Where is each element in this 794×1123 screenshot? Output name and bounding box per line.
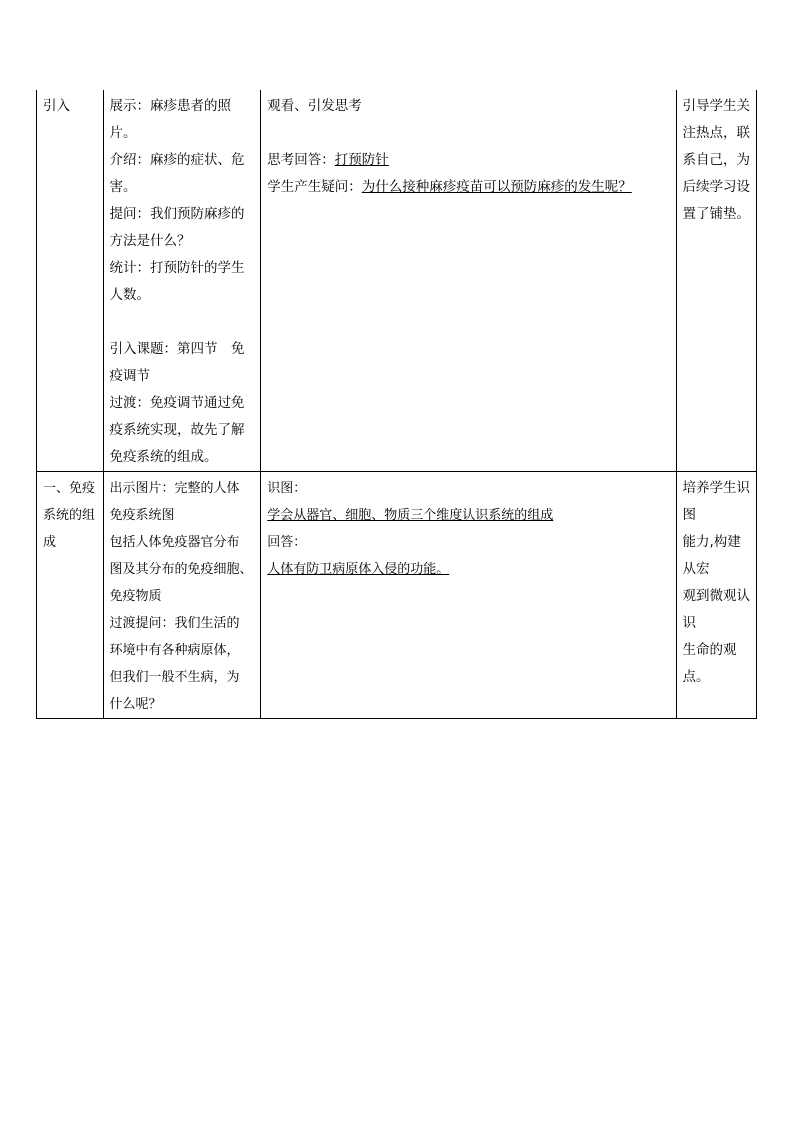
student-prefix: 学生产生疑问：: [267, 179, 362, 195]
section-label: 成: [43, 535, 57, 550]
section-label: 一、免疫: [43, 481, 96, 496]
student-line: 学会从器官、细胞、物质三个维度认识系统的组成: [267, 508, 554, 523]
table-row: [37, 472, 757, 719]
student-question: 为什么接种麻疹疫苗可以预防麻疹的发生呢？: [361, 179, 632, 195]
student-line: 识图：: [267, 481, 307, 496]
teacher-line: 图及其分布的免疫细胞、: [109, 562, 253, 577]
intent-line: 培养学生识图: [682, 480, 750, 523]
section-cell: [37, 472, 104, 719]
intent-line: 观到微观认识: [682, 588, 750, 631]
teacher-line: 引入课题：第四节 免: [109, 341, 245, 357]
teacher-line: 但我们一般不生病，为: [109, 670, 240, 685]
teacher-line: 过渡提问：我们生活的: [109, 616, 240, 631]
teacher-line: 疫系统实现，故先了解: [109, 422, 245, 438]
intent-line: 置了铺垫。: [682, 206, 750, 222]
teacher-line: 介绍：麻疹的症状、危: [109, 152, 245, 168]
intent-line: 生命的观点。: [682, 642, 737, 685]
student-line: [267, 147, 669, 174]
teacher-line: 环境中有各种病原体，: [109, 643, 240, 658]
teacher-activity-cell: [103, 90, 261, 472]
teacher-line: 统计：打预防针的学生: [109, 260, 245, 276]
student-line: [267, 174, 669, 201]
intent-line: 引导学生关: [682, 98, 750, 114]
teacher-line: 展示：麻疹患者的照片。: [109, 98, 232, 141]
student-prefix: 思考回答：: [267, 152, 335, 168]
student-answer: 打预防针: [334, 152, 389, 168]
design-intent-cell: [676, 90, 757, 472]
lesson-plan-table: [36, 90, 757, 719]
teacher-line: 免疫系统图: [109, 508, 175, 523]
intent-line: 注热点，联: [682, 125, 750, 141]
teacher-line: 免疫物质: [109, 589, 162, 604]
teacher-line: 过渡：免疫调节通过免: [109, 395, 245, 411]
section-label: 引入: [43, 98, 70, 114]
student-activity-cell: [261, 472, 676, 719]
section-label: 系统的组: [43, 508, 96, 523]
teacher-line: 包括人体免疫器官分布: [109, 535, 240, 550]
intent-line: 系自己，为: [682, 152, 750, 168]
blank-line: [267, 120, 669, 147]
teacher-line: 人数。: [109, 287, 151, 303]
teacher-line: 出示图片：完整的人体: [109, 481, 240, 496]
student-activity-cell: [261, 90, 676, 472]
intent-line: 后续学习设: [682, 179, 750, 195]
student-line: 人体有防卫病原体入侵的功能。: [267, 562, 450, 577]
intent-line: 能力,构建从宏: [682, 534, 741, 577]
teacher-line: 什么呢？: [109, 697, 162, 712]
student-line: 回答：: [267, 535, 307, 550]
teacher-line: 害。: [109, 179, 137, 195]
teacher-line: 提问：我们预防麻疹的: [109, 206, 245, 222]
design-intent-cell: [676, 472, 757, 719]
teacher-activity-cell: [103, 472, 261, 719]
section-cell: [37, 90, 104, 472]
blank-line: [110, 309, 255, 336]
teacher-line: 疫调节: [109, 368, 151, 384]
student-line: 观看、引发思考: [267, 98, 362, 114]
teacher-line: 免疫系统的组成。: [109, 449, 218, 465]
teacher-line: 方法是什么？: [109, 233, 191, 249]
table-row: [37, 90, 757, 472]
